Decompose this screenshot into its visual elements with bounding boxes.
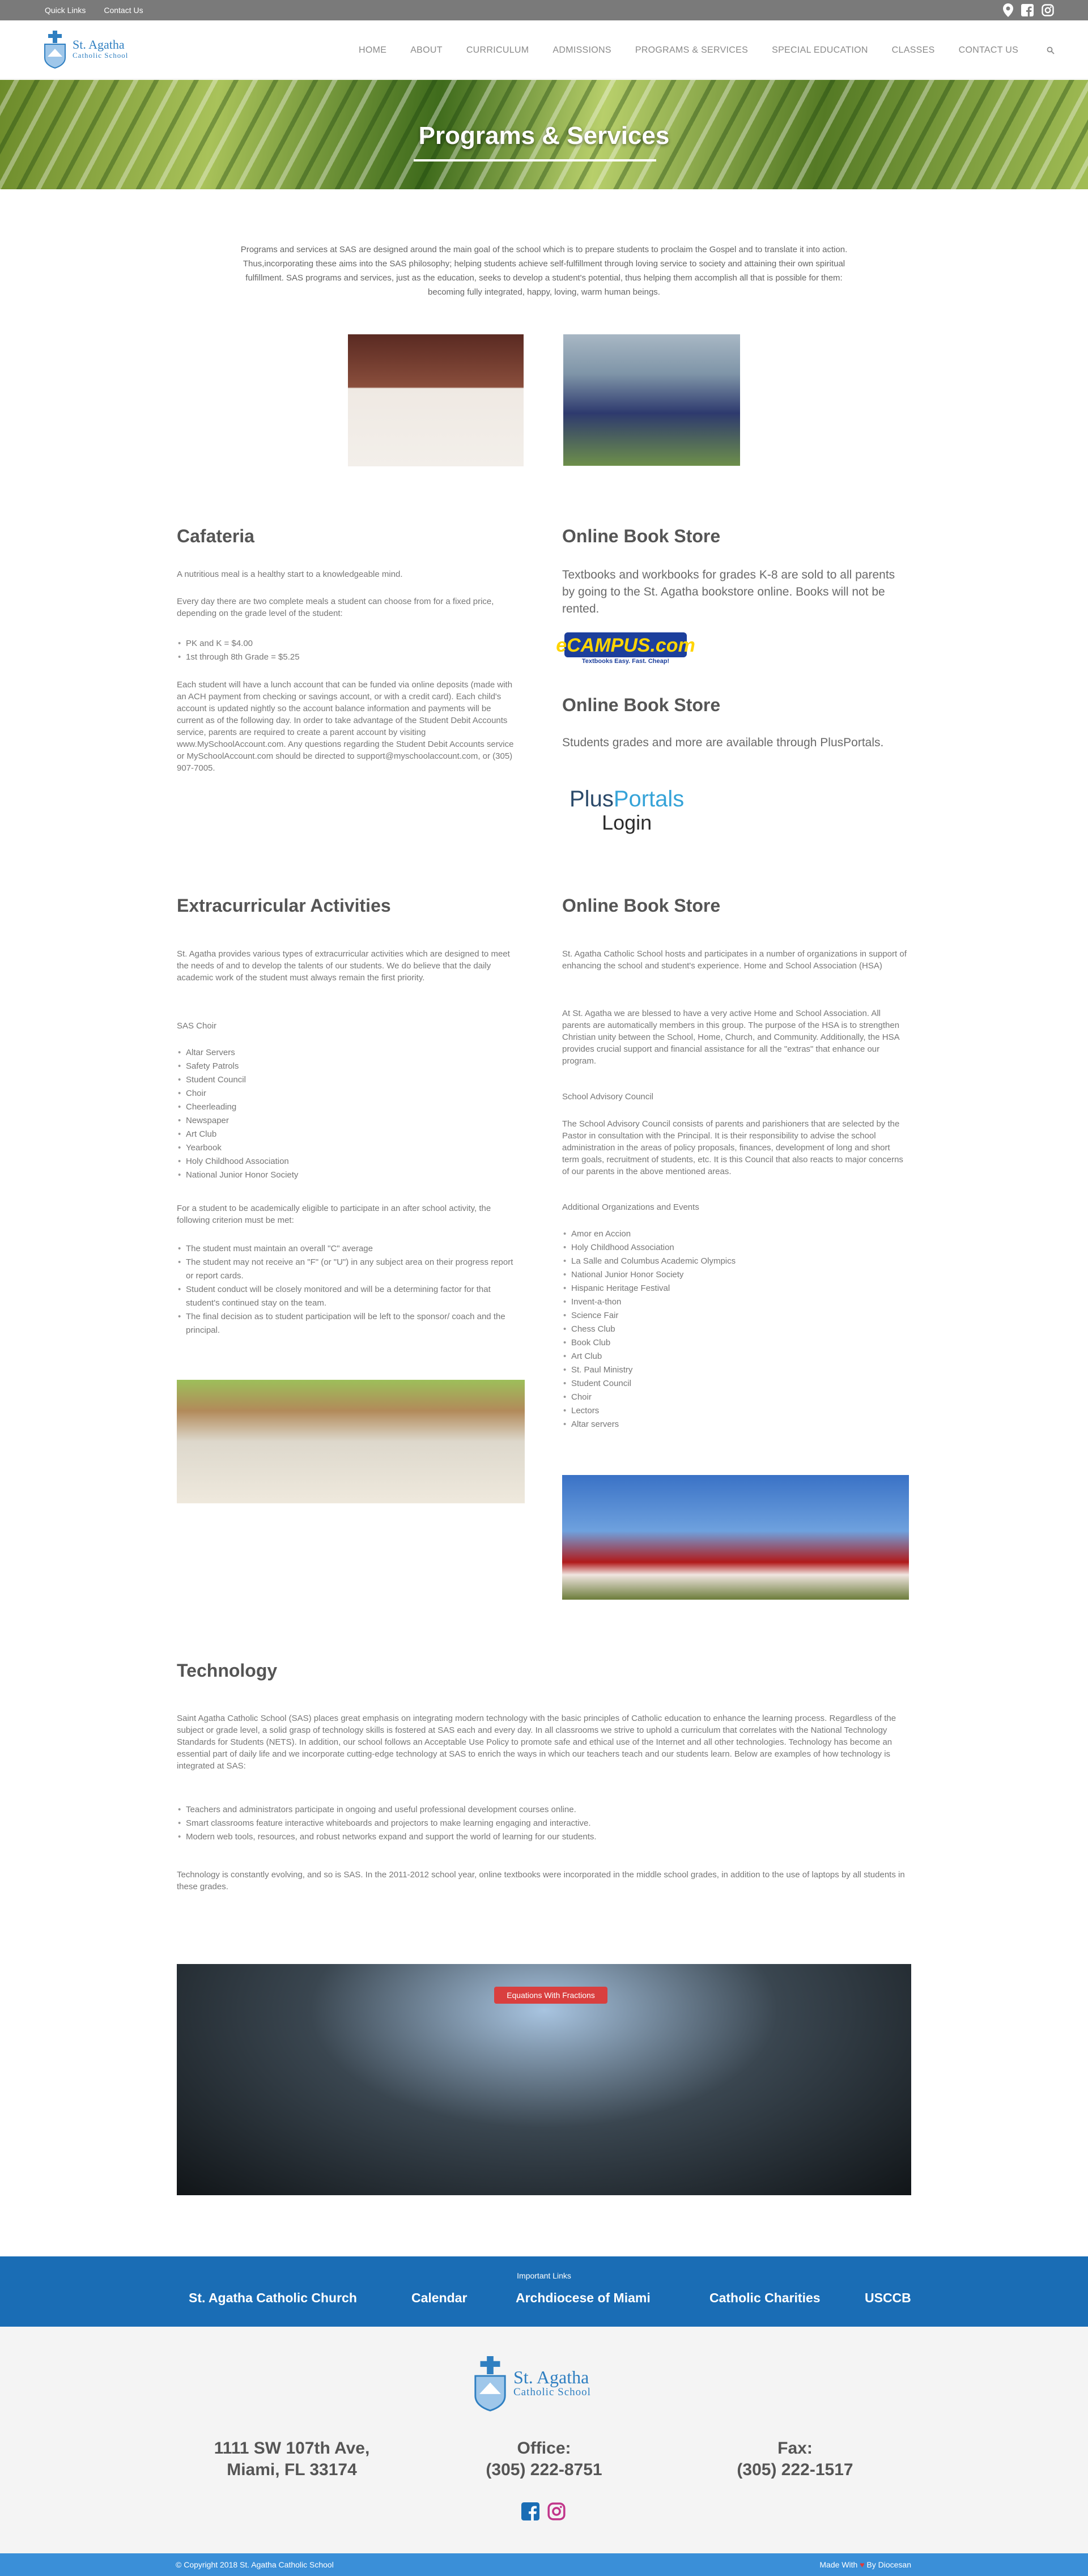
nav-home[interactable]: HOME: [359, 45, 387, 55]
page-title: Programs & Services: [418, 122, 670, 150]
school-building-photo: [562, 1475, 909, 1600]
organizations-list: [562, 1227, 908, 1431]
activities-list: [177, 1046, 517, 1182]
link-usccb[interactable]: USCCB: [865, 2290, 911, 2305]
footer-address: [173, 2438, 411, 2481]
instagram-icon[interactable]: [1042, 4, 1054, 16]
advisory-text: The School Advisory Council consists of parents and parishioners that are selected by the Pastor in consultation with the Principal. It is their responsibility to advise the school administration in the areas of policy proposals, finances, development of long and short term goals, recruitment of students, etc. It is this Council that also reacts to major concerns of our parents in the above mentioned areas.: [562, 1119, 903, 1176]
technology-intro: Saint Agatha Catholic School (SAS) places great emphasis on integrating modern technology with the basic principles of Catholic education to enhance the learning process. Regardless of the subject or grade level, a solid grasp of technology skills is fostered at SAS each and every day. In all classrooms we strive to uphold a curriculum that correlates with the National Technology Standards for Students (NETS). In addition, our school follows an Acceptable Use Policy to promote safe and ethical use of the Internet and all other technologies. Technology has become an essential part of daily life and we incorporate cutting-edge technology at SAS to enrich the ways in which our teachers teach and our students learn. Below are examples of how technology is integrated at SAS:: [177, 1714, 896, 1771]
eligibility-list: [177, 1242, 517, 1337]
plusportals-title: Online Book Store: [562, 695, 721, 715]
list-item: • Altar servers: [562, 1418, 908, 1431]
choir-photo: [177, 1380, 525, 1503]
footer-fax: [676, 2438, 914, 2481]
nav-contact-us[interactable]: CONTACT US: [958, 45, 1019, 55]
copyright-text: © Copyright 2018 St. Agatha Catholic School: [176, 2560, 334, 2569]
cross-crest-icon: [43, 31, 67, 68]
whiteboard-text: Equations With Fractions: [494, 1987, 607, 2004]
cafeteria-prices: [177, 637, 517, 664]
list-item: • Yearbook: [177, 1141, 517, 1155]
ecampus-wordmark: eCAMPUS.com: [556, 635, 695, 656]
site-footer: [0, 2327, 1088, 2553]
list-item: • Choir: [562, 1391, 908, 1404]
instagram-icon[interactable]: [547, 2502, 566, 2520]
list-item: • Invent-a-thon: [562, 1295, 908, 1309]
copyright-bar: [0, 2553, 1088, 2576]
cafeteria-accounts: Each student will have a lunch account that can be funded via online deposits (made with an ACH payment from checking or savings account, or with a credit card). Each child's account is updated nightly so the account balance information and payments will be current as of the following day. In order to take advantage of the Student Debit Accounts service, parents are required to create a parent account by visiting www.MySchoolAccount.com. Any questions regarding the Student Debit Accounts service or MySchoolAccount.com should be directed to support@myschoolaccount.com, or (305) 907-7005.: [177, 680, 514, 773]
facebook-icon[interactable]: [521, 2502, 539, 2520]
footer-logo: [473, 2356, 591, 2411]
link-calendar[interactable]: Calendar: [411, 2290, 468, 2305]
extracurricular-title: Extracurricular Activities: [177, 895, 391, 916]
site-header: [0, 20, 1088, 79]
list-item: • Smart classrooms feature interactive whiteboards and projectors to make learning engaging and interactive.: [177, 1817, 911, 1830]
nav-admissions[interactable]: ADMISSIONS: [552, 45, 611, 55]
list-item: • Art Club: [177, 1128, 517, 1141]
list-item: • Student Council: [562, 1377, 908, 1391]
facebook-icon[interactable]: [1021, 4, 1034, 16]
list-item: • The student must maintain an overall "C" average: [177, 1242, 517, 1256]
extracurricular-intro: St. Agatha provides various types of extracurricular activities which are designed to meet the needs of and to develop the talents of our students. We do believe that the daily academic work of the student must always remain the first priority.: [177, 949, 510, 983]
technology-closing: Technology is constantly evolving, and so is SAS. In the 2011-2012 school year, online textbooks were incorporated in the middle school grades, in addition to the use of laptops by all students in these grades.: [177, 1870, 905, 1891]
made-with-label: Made With: [819, 2560, 858, 2569]
list-item: • Hispanic Heritage Festival: [562, 1282, 908, 1295]
cafeteria-intro: A nutritious meal is a healthy start to a knowledgeable mind.: [177, 569, 403, 579]
office-label: Office:: [517, 2439, 571, 2458]
list-item: • Teachers and administrators participate in ongoing and useful professional development courses online.: [177, 1803, 911, 1817]
list-item: • National Junior Honor Society: [177, 1168, 517, 1182]
cafeteria-title: Cafateria: [177, 526, 254, 546]
eligibility-text: For a student to be academically eligible to participate in an after school activity, the following criterion must be met:: [177, 1204, 491, 1225]
diocesan-link[interactable]: By Diocesan: [866, 2560, 911, 2569]
list-item: • Science Fair: [562, 1309, 908, 1323]
nav-curriculum[interactable]: CURRICULUM: [466, 45, 529, 55]
link-st-agatha-church[interactable]: St. Agatha Catholic Church: [189, 2290, 357, 2305]
list-item: • Chess Club: [562, 1323, 908, 1336]
office-phone[interactable]: (305) 222-8751: [486, 2460, 602, 2479]
intro-text: Programs and services at SAS are designed around the main goal of the school which is to prepare students to proclaim the Gospel and to translate it into action. Thus,incorporating these aims into the SAS philosophy; helping students achieve self-fulfillment through loving service to society and attaining their own spiritual fulfillment. SAS programs and services, just as the education, seeks to develop a student's potential, thus helping them accomplish all that is possible for them: becoming fully integrated, happy, loving, warm human beings.: [240, 245, 848, 297]
list-item: • The final decision as to student participation will be left to the sponsor/ coach and the principal.: [177, 1310, 517, 1337]
bookstore-text: Textbooks and workbooks for grades K-8 are sold to all parents by going to the St. Agatha bookstore online. Books will not be rented.: [562, 568, 895, 615]
technology-title: Technology: [177, 1660, 278, 1681]
organizations-title: Online Book Store: [562, 895, 721, 916]
cafeteria-meals: Every day there are two complete meals a student can choose from for a fixed price, depending on the grade level of the student:: [177, 597, 494, 618]
nav-programs-services[interactable]: PROGRAMS & SERVICES: [635, 45, 749, 55]
footer-social: [521, 2502, 566, 2520]
heart-icon: ♥: [860, 2560, 865, 2569]
bookstore-title: Online Book Store: [562, 526, 721, 546]
plusportals-login-link[interactable]: [570, 787, 684, 834]
fax-number: (305) 222-1517: [737, 2460, 853, 2479]
additional-label: Additional Organizations and Events: [562, 1202, 699, 1212]
list-item: • Safety Patrols: [177, 1060, 517, 1073]
list-item: • The student may not receive an "F" (or "U") in any subject area on their progress report or report cards.: [177, 1256, 517, 1283]
list-item: • Modern web tools, resources, and robust networks expand and support the world of learning for our students.: [177, 1830, 911, 1844]
important-links-heading: Important Links: [517, 2271, 571, 2280]
safety-patrol-photo: [563, 334, 740, 466]
plusportals-logo-a: Plus: [570, 787, 614, 811]
logo-line2: Catholic School: [73, 51, 129, 59]
list-item: • La Salle and Columbus Academic Olympics: [562, 1255, 908, 1268]
list-item: • National Junior Honor Society: [562, 1268, 908, 1282]
quick-links-link[interactable]: Quick Links: [45, 6, 86, 15]
important-links-bar: [0, 2256, 1088, 2327]
search-icon[interactable]: [1047, 45, 1055, 56]
list-item: • Student Council: [177, 1073, 517, 1087]
list-item: • PK and K = $4.00: [177, 637, 517, 651]
hero-banner: [0, 80, 1088, 189]
site-logo[interactable]: [43, 31, 128, 68]
made-with-credit: [819, 2560, 911, 2569]
map-pin-icon[interactable]: [1003, 3, 1013, 17]
link-archdiocese[interactable]: Archdiocese of Miami: [516, 2290, 651, 2305]
logo-line1: St. Agatha: [73, 37, 125, 52]
main-nav: [359, 45, 1055, 56]
title-underline: [414, 159, 656, 161]
plusportals-login-label: Login: [602, 811, 652, 834]
list-item: • Newspaper: [177, 1114, 517, 1128]
altar-servers-photo: [348, 334, 524, 466]
hsa-text: At St. Agatha we are blessed to have a very active Home and School Association. All parents are automatically members in this group. The purpose of the HSA is to strengthen Christian unity between the School, Home, Church, and Community. Additionally, the HSA provides crucial support and financial assistance for all the "extras" that enhance our program.: [562, 1009, 900, 1066]
technology-list: [177, 1803, 911, 1844]
list-item: • Cheerleading: [177, 1100, 517, 1114]
nav-about[interactable]: ABOUT: [410, 45, 443, 55]
footer-logo-line2: Catholic School: [513, 2386, 591, 2398]
contact-us-link[interactable]: Contact Us: [104, 6, 143, 15]
list-item: • Holy Childhood Association: [177, 1155, 517, 1168]
list-item: • Holy Childhood Association: [562, 1241, 908, 1255]
address-line2: Miami, FL 33174: [227, 2460, 357, 2479]
organizations-intro: St. Agatha Catholic School hosts and participates in a number of organizations in support of enhancing the school and student's experience. Home and School Association (HSA): [562, 949, 907, 971]
nav-classes[interactable]: CLASSES: [891, 45, 935, 55]
top-bar: [0, 0, 1088, 20]
list-item: • Lectors: [562, 1404, 908, 1418]
cross-crest-icon: [473, 2356, 508, 2411]
list-item: • 1st through 8th Grade = $5.25: [177, 651, 517, 664]
list-item: • Student conduct will be closely monitored and will be a determining factor for that student's continued stay on the team.: [177, 1283, 517, 1310]
advisory-label: School Advisory Council: [562, 1092, 653, 1102]
ecampus-tagline: Textbooks Easy. Fast. Cheap!: [581, 658, 670, 665]
plusportals-logo-b: Portals: [613, 787, 685, 811]
classroom-photo: [177, 1964, 911, 2195]
ecampus-logo[interactable]: [556, 632, 695, 665]
link-catholic-charities[interactable]: Catholic Charities: [709, 2290, 821, 2305]
list-item: • Choir: [177, 1087, 517, 1100]
plusportals-text: Students grades and more are available through PlusPortals.: [562, 736, 884, 749]
list-item: • Art Club: [562, 1350, 908, 1363]
footer-office: [425, 2438, 663, 2481]
choir-label: SAS Choir: [177, 1021, 217, 1031]
fax-label: Fax:: [777, 2439, 813, 2458]
list-item: • Amor en Accion: [562, 1227, 908, 1241]
list-item: • Book Club: [562, 1336, 908, 1350]
list-item: • St. Paul Ministry: [562, 1363, 908, 1377]
list-item: • Altar Servers: [177, 1046, 517, 1060]
address-line1: 1111 SW 107th Ave,: [214, 2439, 370, 2458]
nav-special-education[interactable]: SPECIAL EDUCATION: [772, 45, 868, 55]
footer-logo-line1: St. Agatha: [513, 2367, 589, 2387]
